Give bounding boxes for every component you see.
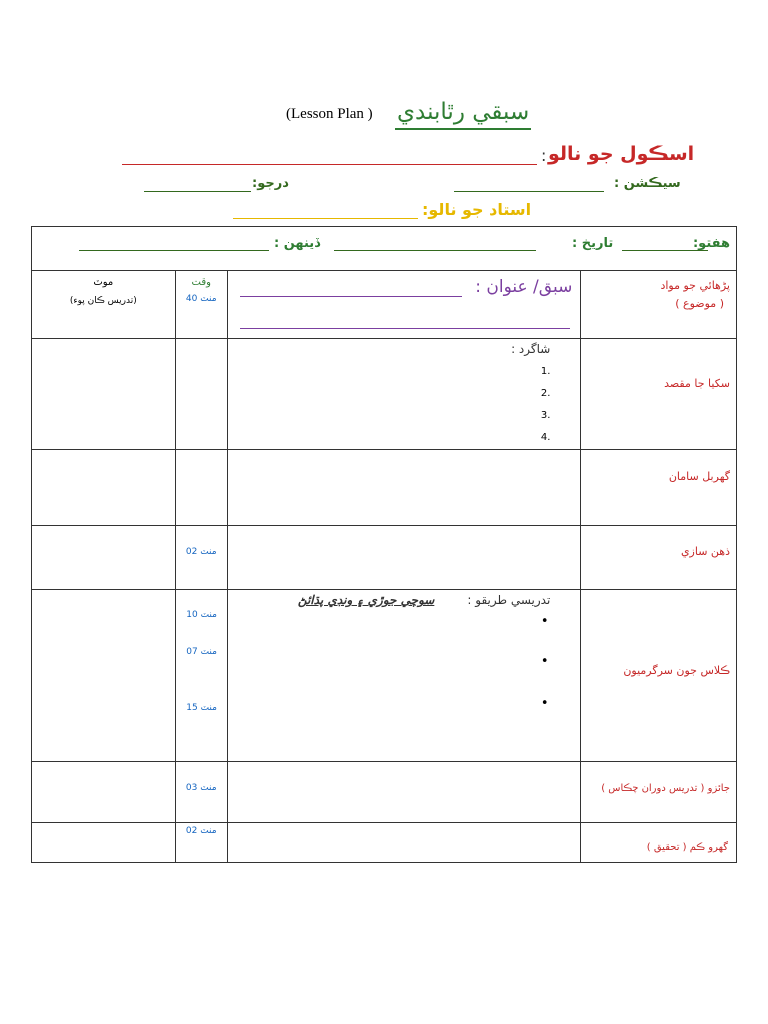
materials-label-cell [581, 450, 737, 526]
grade-label: درجو: [252, 176, 289, 191]
time-header-cell [175, 271, 227, 339]
homework-feedback-cell[interactable] [32, 823, 176, 863]
topic-field-line2[interactable] [240, 328, 570, 329]
page-title: سبقي رٿابندي [395, 98, 531, 130]
content-sublabel: ( موضوع ) [675, 297, 724, 310]
warmup-label: ذهن سازي [680, 545, 730, 558]
homework-label-cell [581, 823, 737, 863]
objective-item-2: 2. [540, 388, 551, 399]
homework-cell[interactable] [227, 823, 581, 863]
topic-row [32, 271, 737, 339]
activities-time-cell [175, 590, 227, 762]
day-label: ڏينهن : [274, 236, 320, 251]
objective-item-3: 3. [540, 410, 551, 421]
assessment-time-cell [175, 762, 227, 823]
date-field[interactable] [334, 250, 536, 251]
materials-time-cell[interactable] [175, 450, 227, 526]
homework-row [32, 823, 737, 863]
date-label: تاريخ : [572, 236, 614, 251]
materials-cell[interactable] [227, 450, 581, 526]
warmup-label-cell [581, 526, 737, 590]
objectives-row [32, 339, 737, 450]
activities-cell[interactable] [227, 590, 581, 762]
content-label: پڑهائي جو مواد [660, 279, 730, 292]
teacher-name-label: استاد جو نالو: [422, 200, 532, 219]
materials-row [32, 450, 737, 526]
feedback-header: موٽ [93, 277, 114, 288]
objectives-label-cell [581, 339, 737, 450]
activities-row [32, 590, 737, 762]
section-label: سيڪشن : [614, 176, 681, 191]
objective-item-4: 4. [540, 432, 551, 443]
objectives-time-cell[interactable] [175, 339, 227, 450]
assessment-label-cell [581, 762, 737, 823]
warmup-time-cell [175, 526, 227, 590]
week-field[interactable] [622, 250, 708, 251]
activity-time-3: 15 منٽ [186, 703, 217, 713]
assessment-label: جائزو ( تدريس دوران چڪاس ) [601, 783, 730, 794]
students-label: شاگرد : [511, 342, 551, 356]
grade-field[interactable] [144, 191, 251, 192]
materials-label: گهربل سامان [668, 470, 730, 483]
materials-feedback-cell[interactable] [32, 450, 176, 526]
homework-label: گهرو ڪم ( تحقيق ) [646, 842, 728, 853]
activities-label-cell [581, 590, 737, 762]
warmup-time: 02 منٽ [185, 547, 217, 557]
homework-time: 02 منٽ [185, 826, 217, 836]
topic-cell [227, 271, 581, 339]
homework-time-cell [175, 823, 227, 863]
objectives-cell[interactable] [227, 339, 581, 450]
activity-bullet-1: • [540, 614, 549, 629]
teacher-name-field[interactable] [233, 218, 418, 219]
section-field[interactable] [454, 191, 604, 192]
method-value: سوچي جوڙي ۽ ونڊي پڌائڻ [297, 593, 435, 607]
day-field[interactable] [79, 250, 269, 251]
content-label-cell [581, 271, 737, 339]
activity-time-1: 10 منٽ [186, 610, 217, 620]
topic-label: سبق/ عنوان : [475, 277, 573, 297]
school-name-field[interactable] [122, 164, 537, 165]
week-label: هفتو: [692, 236, 730, 251]
method-label: تدريسي طريقو : [467, 593, 551, 607]
school-name-colon: : [541, 146, 547, 165]
objective-item-1: 1. [540, 366, 551, 377]
assessment-time: 03 منٽ [185, 783, 217, 793]
warmup-cell[interactable] [227, 526, 581, 590]
activities-feedback-cell[interactable] [32, 590, 176, 762]
activity-bullet-3: • [540, 696, 549, 711]
lesson-plan-table [31, 226, 737, 863]
warmup-row [32, 526, 737, 590]
activity-time-2: 07 منٽ [186, 647, 217, 657]
warmup-feedback-cell[interactable] [32, 526, 176, 590]
activity-bullet-2: • [540, 654, 549, 669]
school-name-label: اسڪول جو نالو [548, 143, 695, 165]
week-date-cell [32, 227, 737, 271]
page-title-latin: (Lesson Plan ) [286, 106, 373, 122]
assessment-cell[interactable] [227, 762, 581, 823]
feedback-header-cell [32, 271, 176, 339]
objectives-label: سکيا جا مقصد [664, 377, 730, 390]
objectives-feedback-cell[interactable] [32, 339, 176, 450]
topic-field[interactable] [240, 296, 462, 297]
time-header: وقت [191, 277, 211, 288]
feedback-subheader: (تدريس ڪان پوء) [69, 296, 137, 306]
total-time: 40 منٽ [185, 294, 217, 304]
week-date-row [32, 227, 737, 271]
assessment-feedback-cell[interactable] [32, 762, 176, 823]
assessment-row [32, 762, 737, 823]
activities-label: ڪلاس جون سرگرميون [623, 664, 730, 677]
